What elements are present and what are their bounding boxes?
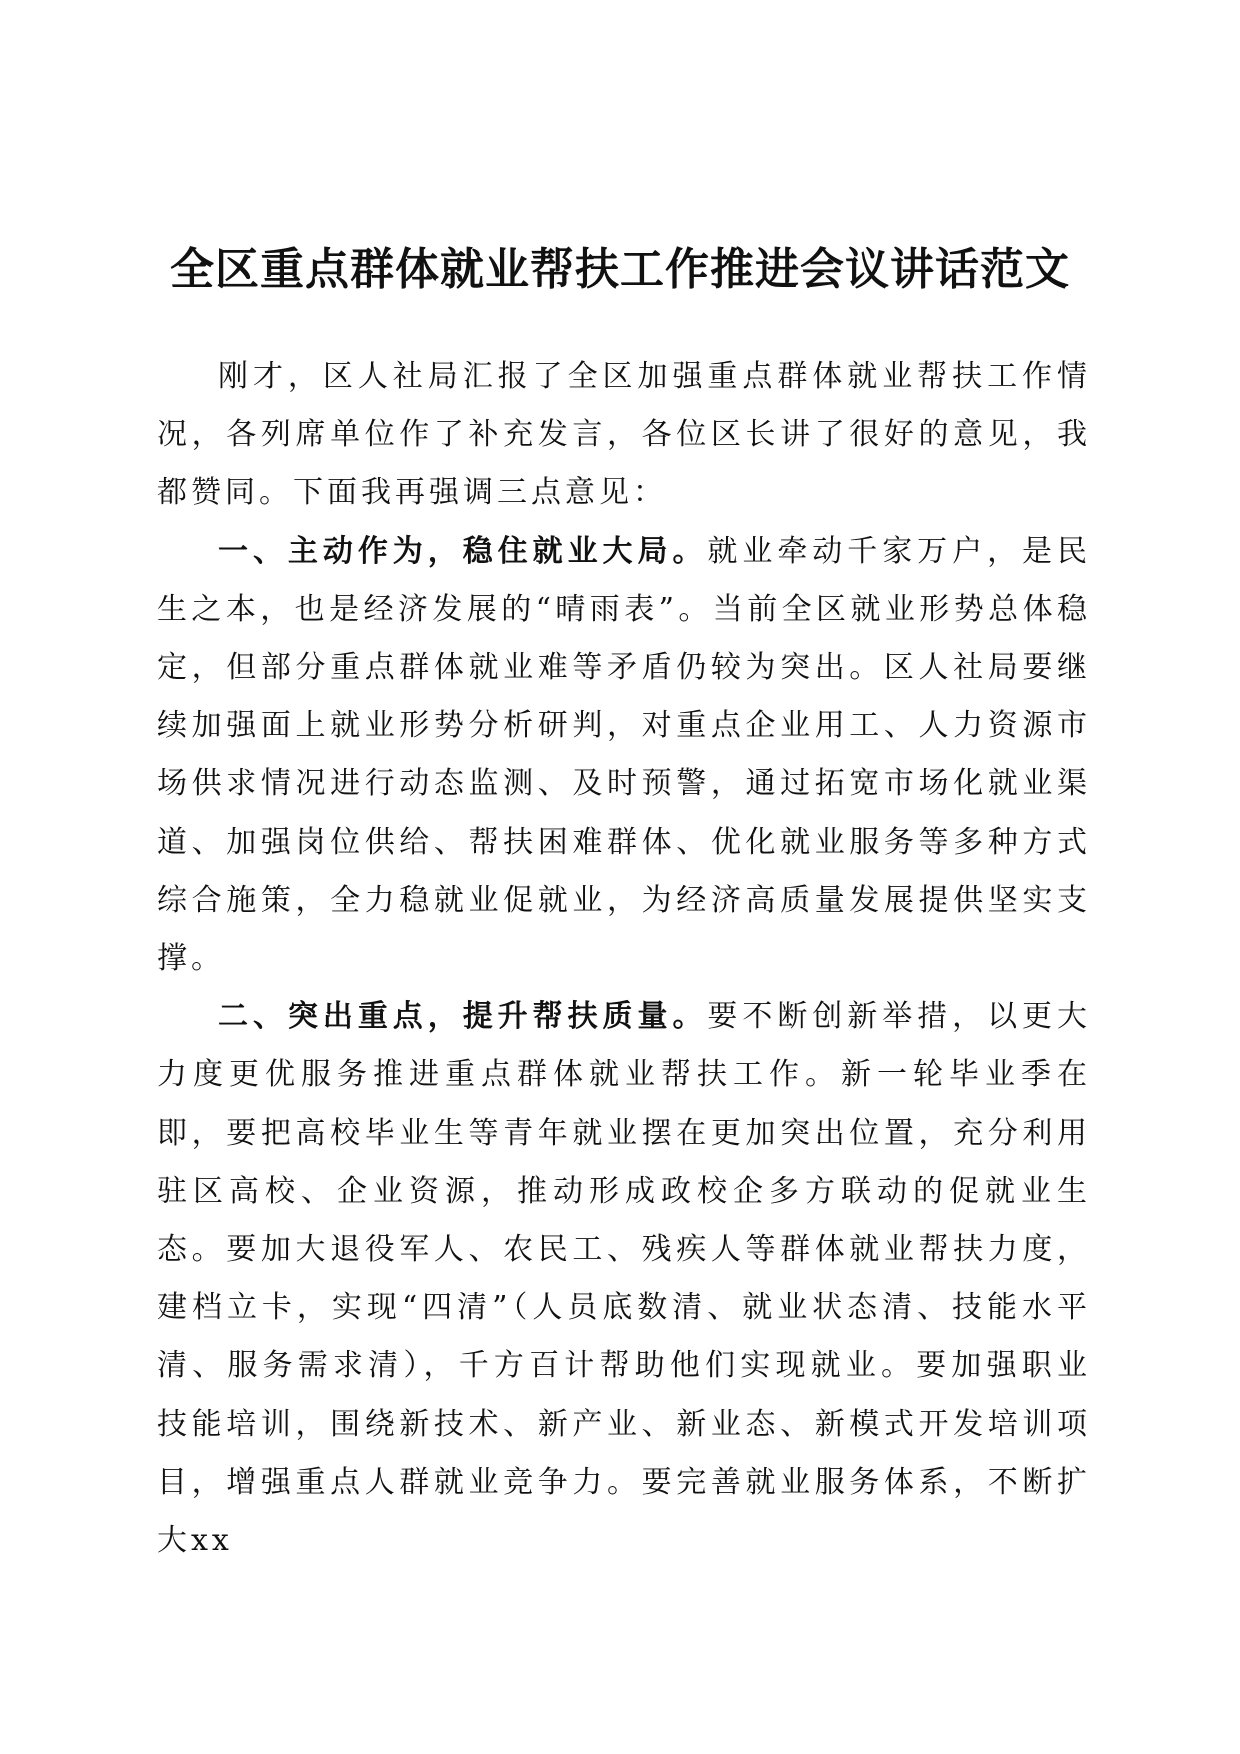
paragraph-text: 就业牵动千家万户，是民生之本，也是经济发展的“晴雨表”。当前全区就业形势总体稳定，但部分重点群体就业难等矛盾仍较为突出。区人社局要继续加强面上就业形势分析研判，对重点企业用工、人力资源市场供求情况进行动态监测、及时预警，通过拓宽市场化就业渠道、加强岗位供给、帮扶困难群体、优化就业服务等多种方式综合施策，全力稳就业促就业，为经济高质量发展提供坚实支撑。 bbox=[157, 533, 1092, 977]
paragraph-point-one bbox=[157, 523, 1091, 989]
paragraph-text: 刚才，区人社局汇报了全区加强重点群体就业帮扶工作情况，各列席单位作了补充发言，各位区长讲了很好的意见，我都赞同。下面我再强调三点意见： bbox=[157, 359, 1091, 511]
paragraph-text: 要不断创新举措，以更大力度更优服务推进重点群体就业帮扶工作。新一轮毕业季在即，要把高校毕业生等青年就业摆在更加突出位置，充分利用驻区高校、企业资源，推动形成政校企多方联动的促就业生态。要加大退役军人、农民工、残疾人等群体就业帮扶力度，建档立卡，实现“四清”（人员底数清、就业状态清、技能水平清、服务需求清），千方百计帮助他们实现就业。要加强职业技能培训，围绕新技术、新产业、新业态、新模式开发培训项目，增强重点人群就业竞争力。要完善就业服务体系，不断扩大xx bbox=[157, 999, 1092, 1559]
paragraph-point-two bbox=[157, 988, 1091, 1570]
section-heading: 二、突出重点，提升帮扶质量。 bbox=[218, 999, 708, 1035]
paragraph-intro bbox=[157, 348, 1091, 523]
document-body bbox=[157, 348, 1091, 1570]
section-heading: 一、主动作为，稳住就业大局。 bbox=[218, 533, 708, 569]
document-title: 全区重点群体就业帮扶工作推进会议讲话范文 bbox=[170, 244, 1070, 295]
